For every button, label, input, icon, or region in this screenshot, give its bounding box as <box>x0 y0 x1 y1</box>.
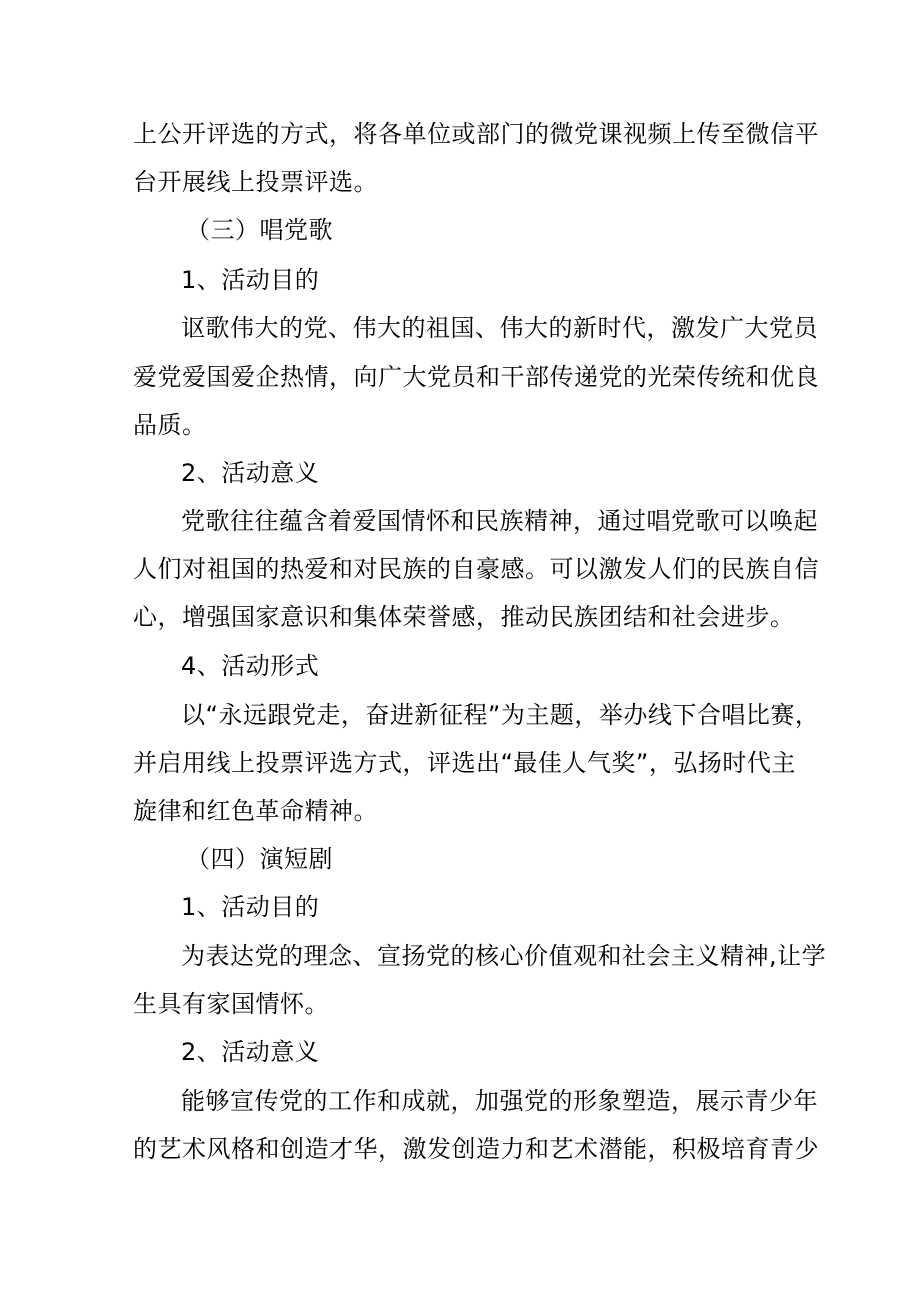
paragraph-line: 生具有家国情怀。 <box>133 990 329 1018</box>
paragraph-line: 党歌往往蕴含着爱国情怀和民族精神，通过唱党歌可以唤起 <box>181 507 818 535</box>
paragraph-line: 心，增强国家意识和集体荣誉感，推动民族团结和社会进步。 <box>133 603 795 631</box>
paragraph-line: 以“永远跟党走，奋进新征程”为主题，举办线下合唱比赛， <box>181 701 820 729</box>
paragraph-line: 为表达党的理念、宣扬党的核心价值观和社会主义精神,让学 <box>181 942 827 970</box>
section-heading: （四）演短剧 <box>186 845 333 873</box>
paragraph-line: 爱党爱国爱企热情，向广大党员和干部传递党的光荣传统和优良 <box>133 363 819 391</box>
paragraph-line: 品质。 <box>133 411 207 439</box>
paragraph-line: 旋律和红色革命精神。 <box>133 797 378 825</box>
section-heading: （三）唱党歌 <box>186 216 333 244</box>
paragraph-line: 讴歌伟大的党、伟大的祖国、伟大的新时代，激发广大党员 <box>181 314 818 342</box>
subsection-heading: 2、活动意义 <box>181 459 320 487</box>
subsection-heading: 4、活动形式 <box>181 652 320 680</box>
subsection-heading: 1、活动目的 <box>181 893 320 921</box>
subsection-heading: 2、活动意义 <box>181 1038 320 1066</box>
subsection-heading: 1、活动目的 <box>181 266 320 294</box>
paragraph-line: 能够宣传党的工作和成就，加强党的形象塑造，展示青少年 <box>181 1087 818 1115</box>
paragraph-line: 人们对祖国的热爱和对民族的自豪感。可以激发人们的民族自信 <box>133 555 819 583</box>
paragraph-line: 的艺术风格和创造才华，激发创造力和艺术潜能，积极培育青少 <box>133 1135 819 1163</box>
paragraph-line: 上公开评选的方式，将各单位或部门的微党课视频上传至微信平 <box>133 120 819 148</box>
paragraph-line: 台开展线上投票评选。 <box>133 168 378 196</box>
paragraph-line: 并启用线上投票评选方式，评选出“最佳人气奖”，弘扬时代主 <box>133 749 796 777</box>
